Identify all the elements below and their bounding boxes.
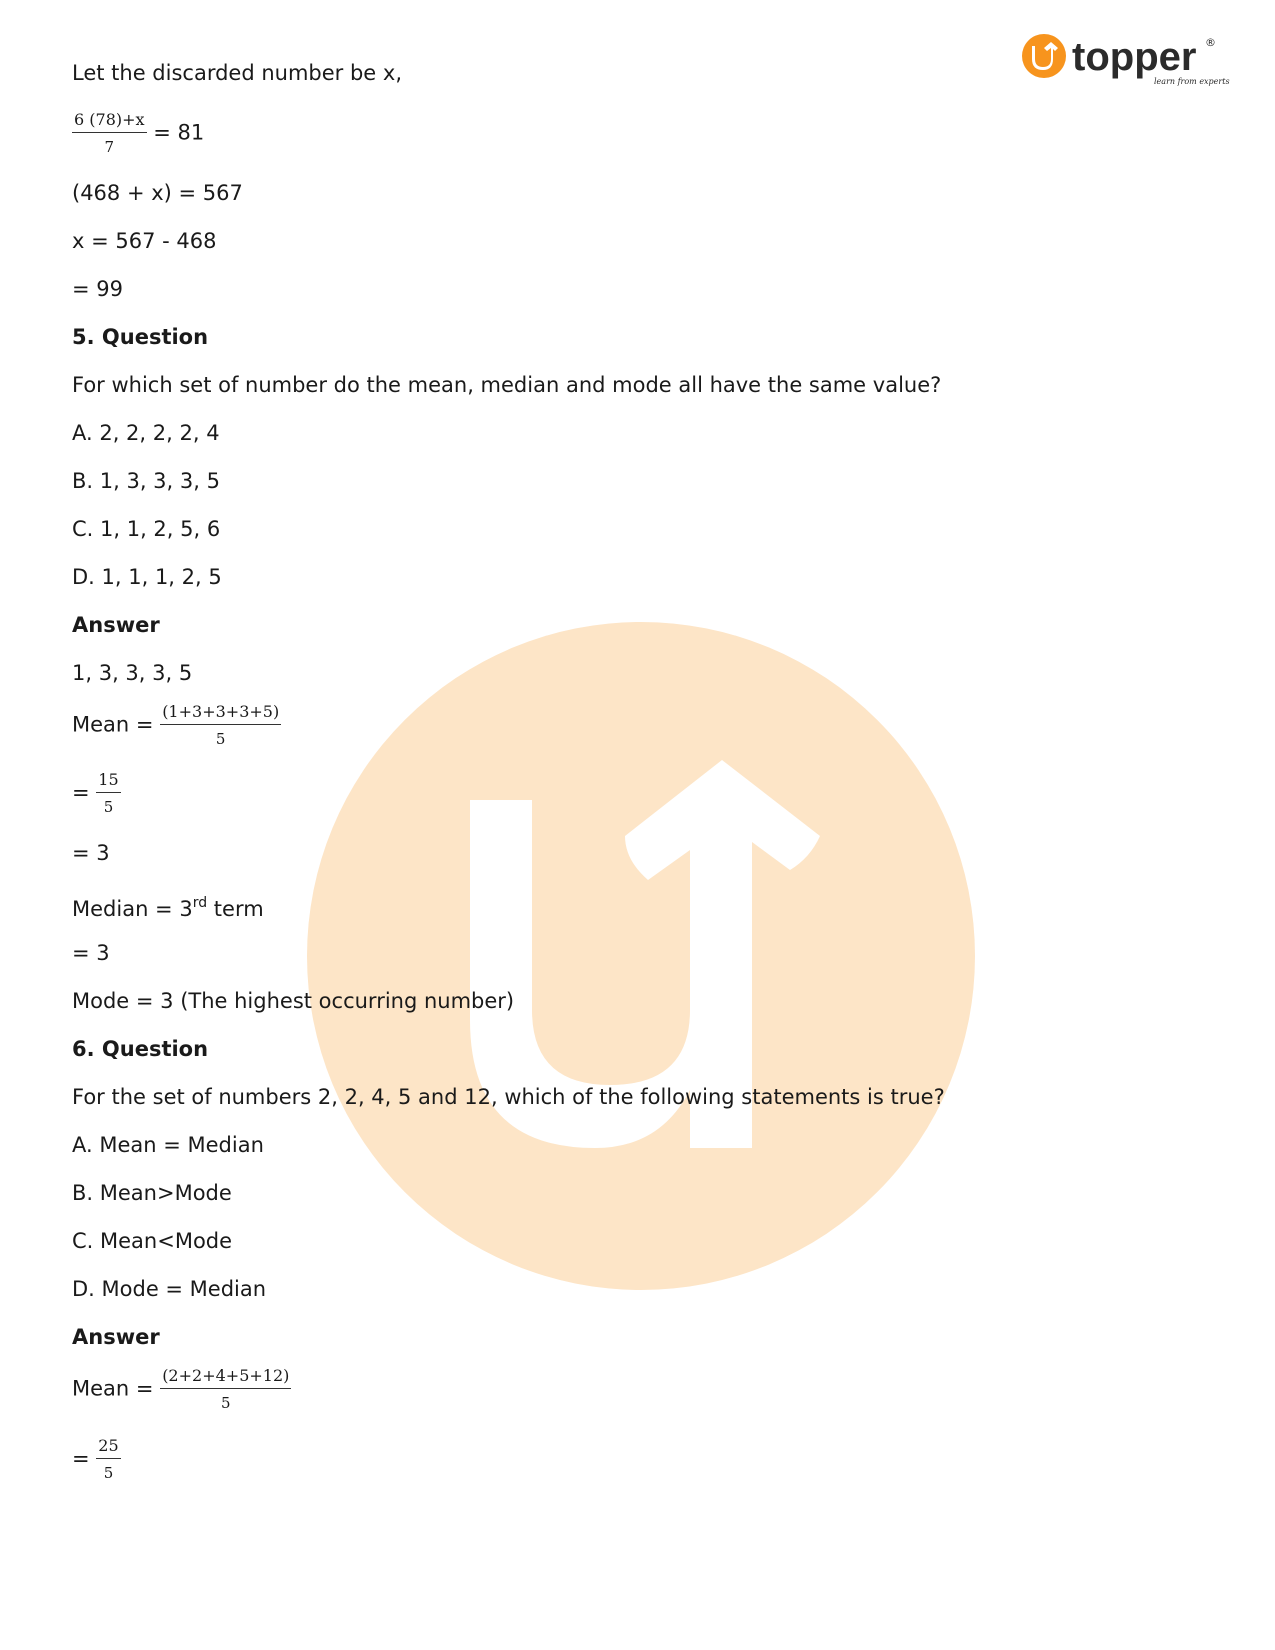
numerator: 6 (78)+x: [72, 110, 147, 133]
question-text: For the set of numbers 2, 2, 4, 5 and 12, which of the following statements is true?: [72, 1085, 945, 1109]
mean-equation: [72, 702, 281, 749]
fraction: [72, 110, 147, 157]
denominator: 7: [104, 138, 115, 156]
mode-line: Mode = 3 (The highest occurring number): [72, 989, 515, 1013]
option-b: B. 1, 3, 3, 3, 5: [72, 469, 220, 493]
denominator: 5: [215, 730, 226, 748]
question-text: For which set of number do the mean, median and mode all have the same value?: [72, 373, 942, 397]
option-b: B. Mean>Mode: [72, 1181, 232, 1205]
text-line: (468 + x) = 567: [72, 181, 243, 205]
question-heading: 6. Question: [72, 1037, 209, 1061]
mean-label: Mean =: [72, 712, 154, 737]
fraction: [160, 702, 281, 749]
option-a: A. 2, 2, 2, 2, 4: [72, 421, 220, 445]
answer-heading: Answer: [72, 613, 160, 637]
equation-rest: = 81: [153, 120, 205, 145]
option-a: A. Mean = Median: [72, 1133, 264, 1157]
denominator: 5: [103, 798, 114, 816]
mean-label: Mean =: [72, 1376, 154, 1401]
equation-line: [72, 1436, 121, 1483]
denominator: 5: [221, 1394, 231, 1412]
question-heading: 5. Question: [72, 325, 209, 349]
text-line: = 3: [72, 941, 110, 965]
equation-line: [72, 770, 121, 817]
numerator: 25: [96, 1436, 120, 1459]
fraction: [96, 770, 120, 817]
denominator: 5: [103, 1464, 114, 1482]
topper-logo: [1022, 32, 1230, 92]
equals-sign: =: [72, 780, 90, 805]
median-text: Median = 3: [72, 897, 193, 921]
text-line: = 99: [72, 277, 123, 301]
numerator: (2+2+4+5+12): [160, 1366, 291, 1389]
answer-text: 1, 3, 3, 3, 5: [72, 661, 193, 685]
equals-sign: =: [72, 1446, 90, 1471]
numerator: (1+3+3+3+5): [160, 702, 281, 725]
logo-circle-icon: [1022, 34, 1066, 78]
brand-name: topper: [1072, 35, 1197, 79]
median-term: term: [207, 897, 264, 921]
ordinal-suffix: rd: [192, 895, 208, 911]
option-d: D. 1, 1, 1, 2, 5: [72, 565, 222, 589]
median-line: [72, 890, 264, 922]
option-c: C. Mean<Mode: [72, 1229, 233, 1253]
answer-heading: Answer: [72, 1325, 160, 1349]
option-d: D. Mode = Median: [72, 1277, 267, 1301]
text-line: Let the discarded number be x,: [72, 61, 403, 85]
equation-line: [72, 110, 204, 157]
mean-equation: [72, 1366, 291, 1413]
brand-tagline: learn from experts: [1154, 77, 1230, 86]
text-line: x = 567 - 468: [72, 229, 217, 253]
numerator: 15: [96, 770, 120, 793]
option-c: C. 1, 1, 2, 5, 6: [72, 517, 221, 541]
fraction: [96, 1436, 120, 1483]
text-line: = 3: [72, 841, 110, 865]
fraction: [160, 1366, 291, 1413]
registered-mark: ®: [1205, 36, 1216, 49]
